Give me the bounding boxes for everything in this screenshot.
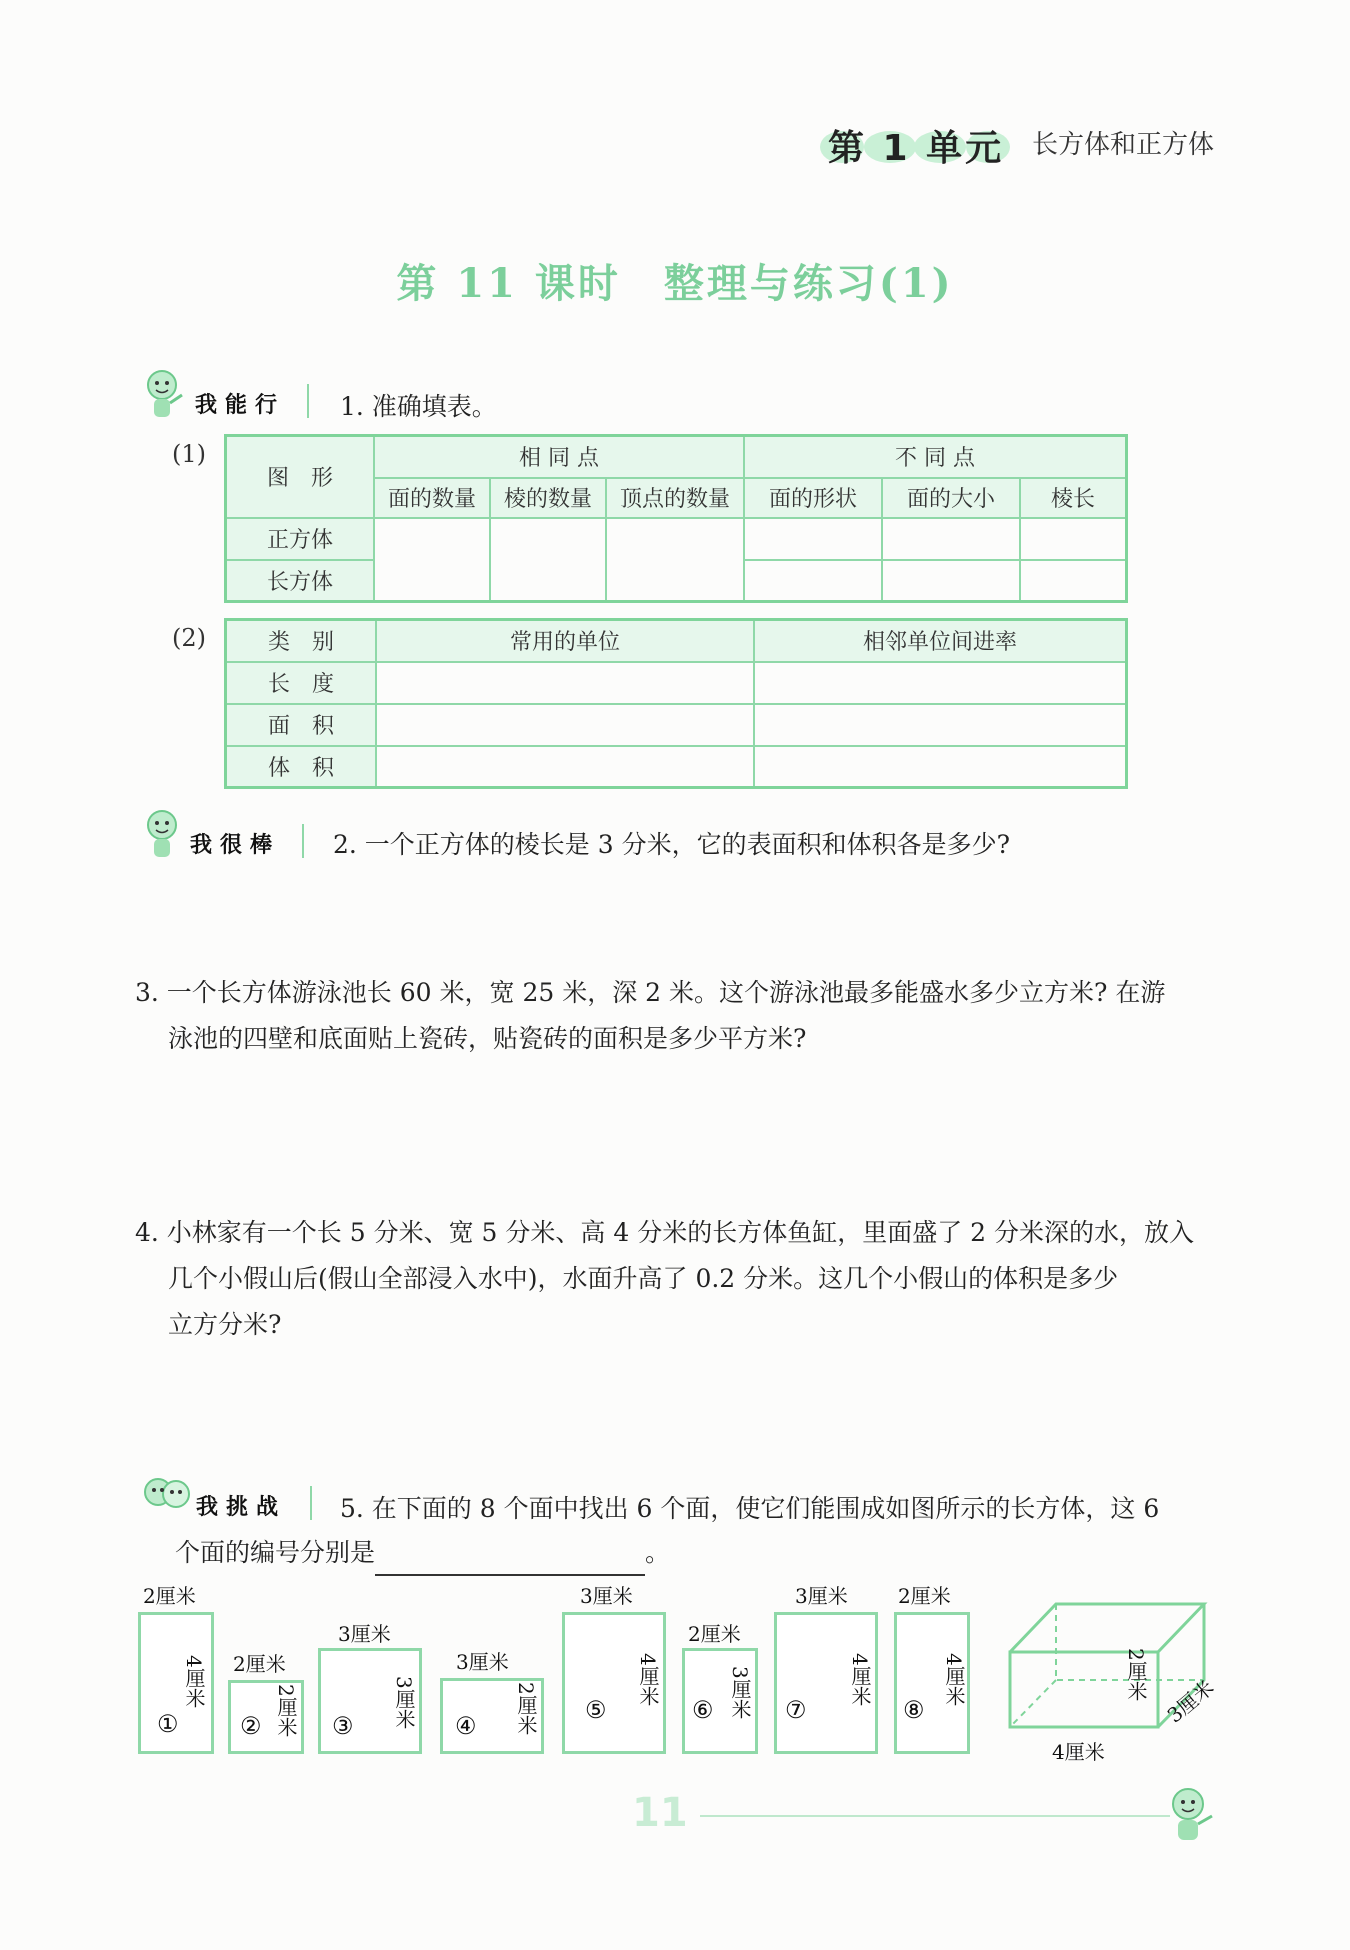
unit-label: 第 1 单元 (828, 128, 1005, 169)
face-6-side-label: 3厘米 (728, 1666, 752, 1719)
question-4-line-3: 立方分米? (168, 1310, 282, 1339)
face-1-top-label: 2厘米 (143, 1584, 196, 1608)
answer-cell[interactable] (1020, 518, 1127, 560)
col-vertex-count: 顶点的数量 (606, 478, 744, 518)
face-3-side-label: 3厘米 (392, 1676, 416, 1729)
cuboid-width-label: 3厘米 (1162, 1675, 1219, 1728)
col-face-shape: 面的形状 (744, 478, 882, 518)
answer-cell[interactable] (754, 746, 1127, 788)
answer-cell[interactable] (754, 662, 1127, 704)
face-2-number: ② (240, 1712, 262, 1740)
face-4-top-label: 3厘米 (456, 1650, 509, 1674)
question-5-line-2: 个面的编号分别是 。 (175, 1530, 670, 1576)
question-2: 2. 一个正方体的棱长是 3 分米，它的表面积和体积各是多少? (333, 830, 1011, 859)
face-6-number: ⑥ (692, 1696, 714, 1724)
face-7-side-label: 4厘米 (848, 1653, 872, 1706)
girl-mascot-icon (140, 805, 190, 865)
unit-subtitle: 长方体和正方体 (1032, 130, 1215, 160)
face-3-top-label: 3厘米 (338, 1622, 391, 1646)
lesson-title: 第 11 课时 整理与练习(1) (396, 260, 954, 307)
row-cuboid: 长方体 (226, 560, 375, 602)
row-volume: 体 积 (226, 746, 377, 788)
row-length: 长 度 (226, 662, 377, 704)
row-area: 面 积 (226, 704, 377, 746)
badge-wo-neng-xing: 我能行 (195, 393, 286, 418)
page-number: 11 (632, 1790, 688, 1836)
face-7-top-label: 3厘米 (795, 1584, 848, 1608)
question-4-line-1: 4. 小林家有一个长 5 分米、宽 5 分米、高 4 分米的长方体鱼缸，里面盛了 2 分米深的水，放入 (135, 1218, 1194, 1247)
col-face-count: 面的数量 (374, 478, 490, 518)
cuboid-length-label: 4厘米 (1052, 1740, 1105, 1764)
shape-header: 图 形 (226, 436, 375, 518)
face-2-side-label: 2厘米 (274, 1684, 298, 1737)
answer-cell[interactable] (376, 662, 754, 704)
same-points-header: 相 同 点 (374, 436, 744, 478)
cuboid-diagram (1000, 1590, 1230, 1740)
answer-cell[interactable] (882, 518, 1020, 560)
units-col-common: 常用的单位 (376, 620, 754, 662)
comparison-table (224, 434, 1128, 603)
badge-divider (302, 824, 304, 858)
girl-mascot-icon (140, 365, 190, 425)
answer-cell[interactable] (754, 704, 1127, 746)
face-5-number: ⑤ (585, 1696, 607, 1724)
face-6-top-label: 2厘米 (688, 1622, 741, 1646)
question-3-line-2: 泳池的四壁和底面贴上瓷砖，贴瓷砖的面积是多少平方米? (168, 1024, 807, 1053)
answer-cell[interactable] (744, 560, 882, 602)
units-table (224, 618, 1128, 789)
face-3-number: ③ (332, 1712, 354, 1740)
face-1-number: ① (157, 1710, 179, 1738)
badge-wo-hen-bang: 我很棒 (190, 833, 281, 858)
boy-mascot-icon (1160, 1780, 1220, 1850)
face-4-side-label: 2厘米 (514, 1682, 538, 1735)
face-7-number: ⑦ (785, 1696, 807, 1724)
question-1: 1. 准确填表。 (340, 392, 497, 421)
cuboid-height-label: 2厘米 (1124, 1648, 1148, 1701)
answer-cell[interactable] (1020, 560, 1127, 602)
badge-divider (307, 384, 309, 418)
kids-mascot-icon (138, 1468, 198, 1528)
face-4-number: ④ (455, 1712, 477, 1740)
col-face-size: 面的大小 (882, 478, 1020, 518)
answer-cell[interactable] (606, 518, 744, 602)
answer-cell[interactable] (744, 518, 882, 560)
table-2-label: (2) (172, 624, 206, 652)
col-edge-length: 棱长 (1020, 478, 1127, 518)
footer-rule (700, 1815, 1170, 1817)
badge-divider (310, 1486, 312, 1520)
units-col-category: 类 别 (226, 620, 377, 662)
face-5-top-label: 3厘米 (580, 1584, 633, 1608)
answer-cell[interactable] (376, 746, 754, 788)
question-4-line-2: 几个小假山后(假山全部浸入水中)，水面升高了 0.2 分米。这几个小假山的体积是多少 (168, 1264, 1119, 1293)
col-edge-count: 棱的数量 (490, 478, 606, 518)
answer-cell[interactable] (376, 704, 754, 746)
face-1-side-label: 4厘米 (182, 1655, 206, 1708)
answer-cell[interactable] (490, 518, 606, 602)
answer-cell[interactable] (374, 518, 490, 602)
face-8-top-label: 2厘米 (898, 1584, 951, 1608)
units-col-rate: 相邻单位间进率 (754, 620, 1127, 662)
face-5-side-label: 4厘米 (636, 1653, 660, 1706)
answer-blank[interactable] (375, 1544, 645, 1576)
face-8-number: ⑧ (903, 1696, 925, 1724)
question-3-line-1: 3. 一个长方体游泳池长 60 米，宽 25 米，深 2 米。这个游泳池最多能盛水多少立方米? 在游 (135, 978, 1166, 1007)
answer-cell[interactable] (882, 560, 1020, 602)
face-8-side-label: 4厘米 (942, 1653, 966, 1706)
row-cube: 正方体 (226, 518, 375, 560)
table-1-label: (1) (172, 440, 206, 468)
badge-wo-tiao-zhan: 我挑战 (196, 1495, 287, 1520)
different-points-header: 不 同 点 (744, 436, 1127, 478)
face-2-top-label: 2厘米 (233, 1652, 286, 1676)
question-5-line-1: 5. 在下面的 8 个面中找出 6 个面，使它们能围成如图所示的长方体，这 6 (340, 1494, 1160, 1523)
